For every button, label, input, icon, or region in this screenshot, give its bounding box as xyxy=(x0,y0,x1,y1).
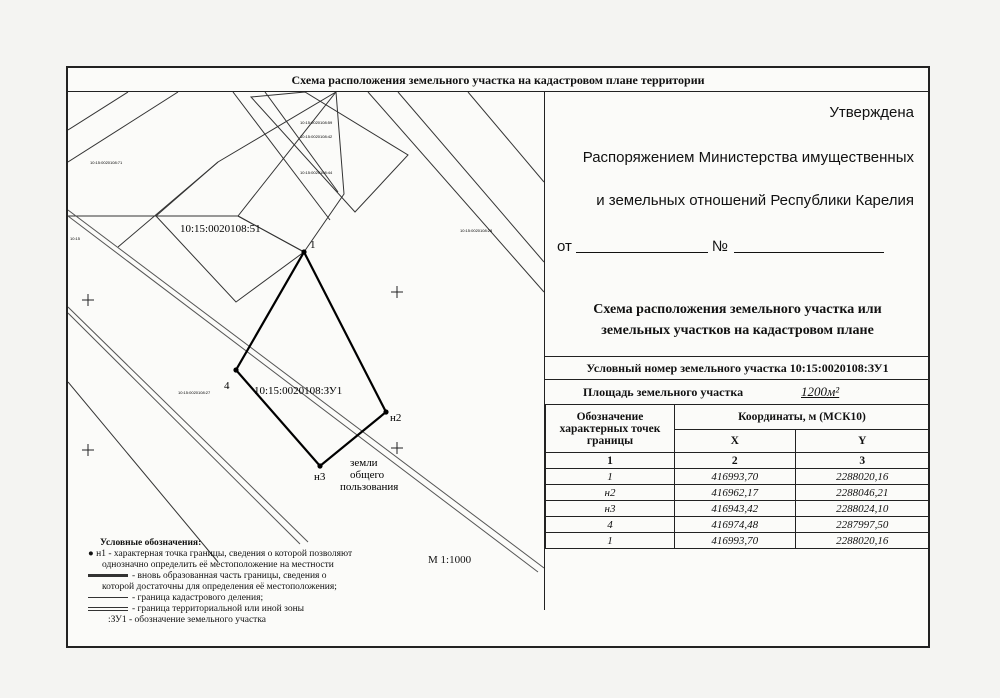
parcel-boundary xyxy=(233,92,330,220)
date-number-line xyxy=(557,238,884,255)
area-label: Площадь земельного участка xyxy=(583,385,744,399)
x-cell: 416993,70 xyxy=(675,533,796,549)
point-column-header: Обозначение характерных точек границы xyxy=(546,405,675,453)
small-parcel-label: 10:15:0020108:71 xyxy=(90,160,123,165)
x-column-header: X xyxy=(675,430,796,453)
parcel-boundary xyxy=(156,162,218,216)
scheme-title xyxy=(545,299,930,341)
public-land-label-2: общего xyxy=(350,469,385,481)
point-marker-icon: ● xyxy=(88,549,94,559)
table-row xyxy=(546,485,930,501)
public-land-label-1: земли xyxy=(350,457,378,469)
thin-line-icon xyxy=(88,597,128,598)
road-line xyxy=(398,92,544,262)
legend-item-new-boundary-cont: которой достаточны для определения её местоположения; xyxy=(102,582,337,592)
table-index-row xyxy=(546,453,930,469)
scheme-sheet xyxy=(66,66,930,648)
map-drawing xyxy=(68,92,544,610)
y-cell: 2288046,21 xyxy=(795,485,929,501)
legend xyxy=(88,538,352,626)
point-label-n2: н2 xyxy=(390,412,402,424)
parcel-zu1-label: 10:15:0020108:ЗУ1 xyxy=(254,385,343,397)
parcel-boundary xyxy=(265,92,338,192)
scheme-title-line-1: Схема расположения земельного участка или xyxy=(593,302,882,317)
legend-item-new-boundary: - вновь образованная часть границы, сведения о xyxy=(88,571,352,582)
index-cell: 1 xyxy=(546,453,675,469)
y-cell: 2287997,50 xyxy=(795,517,929,533)
parcel-boundary xyxy=(68,92,178,162)
point-cell: н3 xyxy=(546,501,675,517)
road-line xyxy=(368,92,544,292)
x-cell: 416943,42 xyxy=(675,501,796,517)
table-row xyxy=(546,517,930,533)
point-cell: н2 xyxy=(546,485,675,501)
y-cell: 2288020,16 xyxy=(795,533,929,549)
table-row xyxy=(546,533,930,549)
legend-title: Условные обозначения: xyxy=(100,538,202,548)
coordinates-table xyxy=(545,404,930,549)
index-cell: 2 xyxy=(675,453,796,469)
point-label-4: 4 xyxy=(224,380,230,392)
area-row xyxy=(545,380,930,404)
x-cell: 416974,48 xyxy=(675,517,796,533)
zone-boundary xyxy=(68,313,300,544)
parcel-boundary xyxy=(156,92,336,216)
legend-item-point-cont: однозначно определить её местоположение на местности xyxy=(102,560,334,570)
from-label: от xyxy=(557,238,572,255)
parcel-zu1-boundary xyxy=(236,252,386,466)
grid-cross-markers xyxy=(82,286,403,456)
small-parcel-label: 10:15:0020108:59 xyxy=(300,120,333,125)
x-cell: 416962,17 xyxy=(675,485,796,501)
date-blank xyxy=(576,238,708,253)
map-scale: М 1:1000 xyxy=(428,554,472,566)
legend-item-designation: :ЗУ1 - обозначение земельного участка xyxy=(108,615,267,625)
table-row xyxy=(546,469,930,485)
point-label-n3: н3 xyxy=(314,471,326,483)
area-value: 1200м² xyxy=(801,384,840,399)
approved-label: Утверждена xyxy=(829,104,914,121)
scheme-title-line-2: земельных участков на кадастровом плане xyxy=(601,323,874,338)
cadastral-map xyxy=(68,92,544,610)
number-blank xyxy=(734,238,884,253)
thick-line-icon xyxy=(88,574,128,577)
point-cell: 1 xyxy=(546,469,675,485)
index-cell: 3 xyxy=(795,453,929,469)
road-line xyxy=(468,92,544,182)
double-line-icon xyxy=(88,607,128,611)
coords-column-header: Координаты, м (МСК10) xyxy=(675,405,930,430)
small-parcel-label: 10:15 xyxy=(70,236,81,241)
legend-item-cadastral: - граница кадастрового деления; xyxy=(88,593,352,604)
public-land-label-3: пользования xyxy=(340,481,399,493)
parcel-boundary xyxy=(68,382,218,562)
sheet-title: Схема расположения земельного участка на кадастровом плане территории xyxy=(68,68,928,92)
point-cell: 4 xyxy=(546,517,675,533)
point-cell: 1 xyxy=(546,533,675,549)
small-parcel-label: 10:15:0020108:42 xyxy=(300,134,333,139)
small-parcel-label: 10:15:0020108:28 xyxy=(460,228,493,233)
number-label: № xyxy=(711,238,728,255)
table-row xyxy=(546,501,930,517)
small-parcel-label: 10:15:0020108:44 xyxy=(300,170,333,175)
legend-item-zone: - граница территориальной или иной зоны xyxy=(88,604,352,615)
ministry-line-1: Распоряжением Министерства имущественных xyxy=(582,149,914,166)
y-cell: 2288020,16 xyxy=(795,469,929,485)
y-cell: 2288024,10 xyxy=(795,501,929,517)
conditional-number: Условный номер земельного участка 10:15:0020108:ЗУ1 xyxy=(545,356,930,380)
approval-panel xyxy=(544,92,930,610)
ministry-line-2: и земельных отношений Республики Карелия xyxy=(596,192,914,209)
small-parcel-label: 10:15:0020108:27 xyxy=(178,390,211,395)
legend-item-point: ● н1 - характерная точка границы, сведения о которой позволяют xyxy=(88,549,353,559)
y-column-header: Y xyxy=(795,430,929,453)
parcel-boundary xyxy=(68,92,128,130)
parcel-51-label: 10:15:0020108:51 xyxy=(180,223,261,235)
x-cell: 416993,70 xyxy=(675,469,796,485)
table-header-row xyxy=(546,405,930,430)
point-label-1: 1 xyxy=(310,239,316,251)
